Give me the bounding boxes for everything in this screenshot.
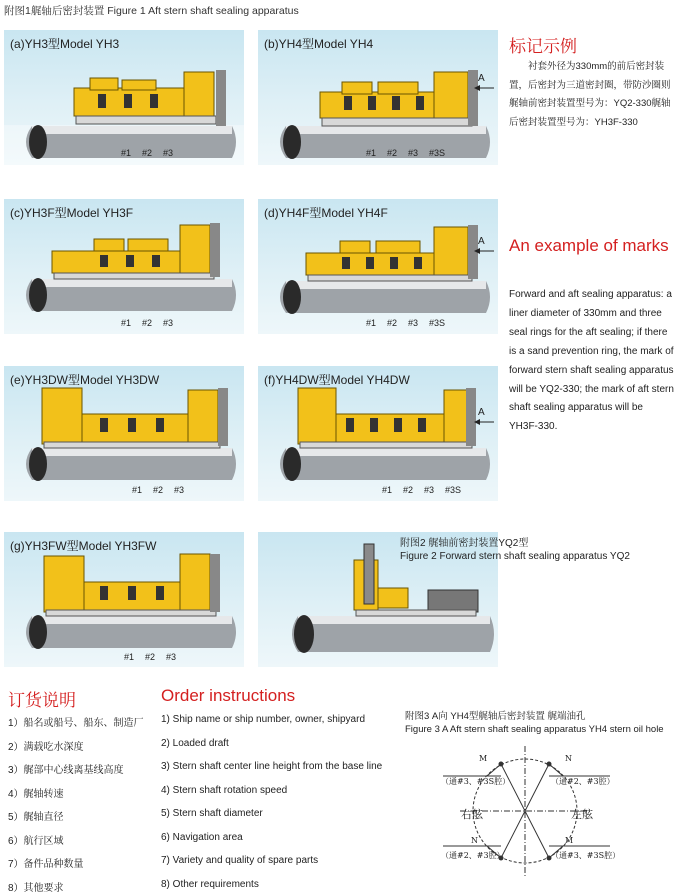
panel-label: (d)YH4F型Model YH4F (264, 206, 388, 220)
example-text-en: Forward and aft sealing apparatus: a liner diameter of 330mm and three seal rings for the aft sealing; if there is a sand prevention ring, the mark of forward stern shaft sealing apparatus will be YQ2-330; the mark of aft stern shaft sealing apparatus will be YH3F-330. (509, 289, 674, 433)
label-m-top: M (479, 754, 488, 763)
top-left-note: （通#3、#3S腔） (441, 777, 511, 786)
seal-drawing (4, 532, 244, 667)
figure3-caption-en: Figure 3 A Aft stern shaft sealing apparatus YH4 stern oil hole (405, 724, 664, 735)
order-item: 1) Ship name or ship number, owner, shipyard (161, 714, 365, 725)
label-n-top: N (565, 754, 572, 763)
ring-label: #3S (445, 485, 462, 495)
ring-label: #3 (174, 485, 185, 495)
direction-a-label: A (478, 407, 485, 418)
ring-label: #1 (366, 148, 377, 158)
example-text-cn: 衬套外径为330mm的前后密封装置，后密封为三道密封圈，带防沙圈则艉轴前密封装置型号为：YQ2-330艉轴后密封装置型号为：YH3F-330 (509, 61, 671, 128)
order-item: 3）艉部中心线离基线高度 (8, 765, 124, 776)
ring-label: #2 (142, 318, 153, 328)
seal-drawing (258, 366, 498, 501)
order-list-en (161, 714, 382, 893)
order-item: 8）其他要求 (8, 882, 64, 893)
ring-label: #1 (382, 485, 393, 495)
panel-model-yh3 (4, 30, 244, 165)
panel-label: (c)YH3F型Model YH3F (10, 206, 134, 220)
ring-label: #2 (403, 485, 414, 495)
seal-drawing (258, 199, 498, 334)
ring-label: #3S (429, 148, 446, 158)
seal-drawing (258, 30, 498, 165)
figure2-caption-cn: 附图2 艉轴前密封装置YQ2型 (400, 538, 529, 549)
example-title-cn: 标记示例 (509, 37, 577, 56)
ring-label: #3 (166, 652, 177, 662)
panel-model-yh4dw (258, 366, 498, 501)
ring-label: #2 (145, 652, 156, 662)
ring-label: #3 (163, 148, 174, 158)
ring-label: #2 (153, 485, 164, 495)
seal-drawing (4, 366, 244, 501)
example-title-en: An example of marks (509, 236, 669, 255)
bottom-left-note: （通#2、#3腔） (441, 851, 505, 860)
seal-drawing (4, 199, 244, 334)
panel-model-yh3f (4, 199, 244, 334)
label-n-bottom: N (471, 836, 478, 845)
order-item: 4) Stern shaft rotation speed (161, 784, 288, 796)
ring-label: #1 (132, 485, 143, 495)
ring-label: #3 (408, 148, 419, 158)
order-list-cn (8, 714, 144, 893)
order-title-en: Order instructions (161, 686, 296, 705)
ring-label: #3 (408, 318, 419, 328)
order-item: 7) Variety and quality of spare parts (161, 855, 319, 866)
ring-label: #1 (124, 652, 135, 662)
panel-label: (f)YH4DW型Model YH4DW (264, 373, 410, 387)
order-item: 6）航行区域 (8, 835, 64, 847)
figure1-title: 附图1艉轴后密封装置 Figure 1 Aft stern shaft sealing apparatus (4, 5, 299, 17)
order-title-cn: 订货说明 (8, 691, 76, 710)
panel-label: (e)YH3DW型Model YH3DW (10, 373, 160, 387)
order-item: 4）艉轴转速 (8, 788, 64, 800)
ring-label: #3S (429, 318, 446, 328)
order-item: 5）艉轴直径 (8, 812, 64, 823)
panel-model-yh4f (258, 199, 498, 334)
order-item: 1）船名或船号、船东、制造厂 (8, 718, 144, 729)
figure3-caption-cn: 附图3 A向 YH4型艉轴后密封装置 艉端油孔 (405, 711, 586, 722)
ring-label: #1 (366, 318, 377, 328)
ring-label: #2 (142, 148, 153, 158)
order-item: 5) Stern shaft diameter (161, 808, 263, 819)
figure2-caption (400, 537, 630, 563)
order-item: 2) Loaded draft (161, 737, 229, 749)
direction-a-label: A (478, 73, 485, 84)
panel-model-yh3dw (4, 366, 244, 501)
bottom-right-note: （通#3、#3S腔） (551, 851, 621, 860)
seal-drawing (4, 30, 244, 165)
direction-a-label: A (478, 236, 485, 247)
starboard-label: 右舷 (461, 808, 483, 821)
port-label: 左舷 (571, 808, 593, 821)
panel-label: (g)YH3FW型Model YH3FW (10, 539, 157, 553)
order-item: 7）备件品种数量 (8, 859, 84, 870)
ring-label: #2 (387, 318, 398, 328)
ring-label: #2 (387, 148, 398, 158)
top-right-note: （通#2、#3腔） (551, 777, 615, 786)
order-item: 2）满载吃水深度 (8, 741, 84, 753)
ring-label: #1 (121, 148, 132, 158)
panel-label: (a)YH3型Model YH3 (10, 37, 120, 51)
order-item: 6) Navigation area (161, 831, 243, 843)
panel-model-yh4 (258, 30, 498, 165)
figure2-caption-en: Figure 2 Forward stern shaft sealing apparatus YQ2 (400, 551, 630, 562)
label-m-bottom: M (565, 836, 574, 845)
order-item: 8) Other requirements (161, 878, 259, 890)
ring-label: #1 (121, 318, 132, 328)
figure3-caption (405, 710, 664, 736)
ring-label: #3 (424, 485, 435, 495)
ring-label: #3 (163, 318, 174, 328)
panel-model-yh3fw (4, 532, 244, 667)
panel-label: (b)YH4型Model YH4 (264, 37, 374, 51)
oil-hole-diagram (405, 738, 640, 888)
order-item: 3) Stern shaft center line height from the base line (161, 761, 383, 772)
